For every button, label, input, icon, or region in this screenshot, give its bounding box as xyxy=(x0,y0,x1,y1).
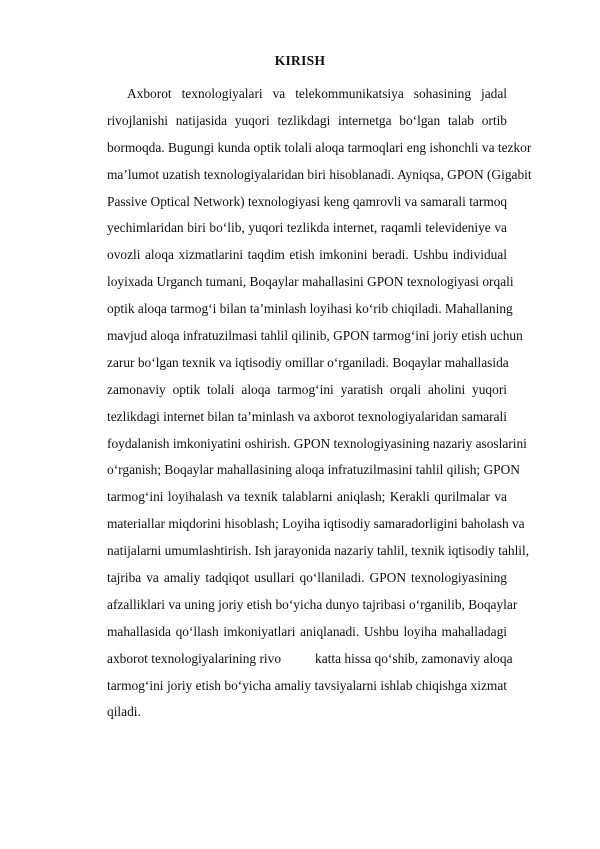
paragraph-fragment: axborot texnologiyalarining rivo xyxy=(107,650,282,666)
paragraph-line: ma’lumot uzatish texnologiyalaridan biri hisoblanadi. Ayniqsa, GPON (Gigabit xyxy=(107,166,532,182)
paragraph-line: Axborot texnologiyalari va telekommunikatsiya sohasining jadal xyxy=(127,86,507,101)
paragraph-line: natijalarni umumlashtirish. Ish jarayonida nazariy tahlil, texnik iqtisodiy tahlil, xyxy=(107,543,530,559)
paragraph-line: zamonaviy optik tolali aloqa tarmog‘ini yaratish orqali aholini yuqori xyxy=(107,381,507,397)
paragraph-line: tajriba va amaliy tadqiqot usullari qo‘llaniladi. GPON texnologiyasining xyxy=(107,570,507,586)
paragraph-line: Passive Optical Network) texnologiyasi keng qamrovli va samarali tarmoq xyxy=(107,193,508,209)
paragraph-line: rivojlanishi natijasida yuqori tezlikdagi internetga bo‘lgan talab ortib xyxy=(107,112,507,128)
paragraph-line: materiallar miqdorini hisoblash; Loyiha iqtisodiy samaradorligini baholash va xyxy=(107,516,525,532)
paragraph-line: mahallasida qo‘llash imkoniyatlari aniqlanadi. Ushbu loyiha mahalladagi xyxy=(107,623,507,639)
paragraph-line: tezlikdagi internet bilan ta’minlash va axborot texnologiyalaridan samarali xyxy=(107,408,507,424)
paragraph-line: tarmog‘ini joriy etish bo‘yicha amaliy tavsiyalarni ishlab chiqishga xizmat xyxy=(107,677,507,693)
paragraph-line: yechimlaridan biri bo‘lib, yuqori tezlikda internet, raqamli televideniye va xyxy=(107,220,507,236)
paragraph-line: loyixada Urganch tumani, Boqaylar mahallasini GPON texnologiyasi orqali xyxy=(107,274,514,290)
paragraph-line: qiladi. xyxy=(107,704,141,720)
paragraph-line: ovozli aloqa xizmatlarini taqdim etish imkonini beradi. Ushbu individual xyxy=(107,247,507,263)
paragraph-line: bormoqda. Bugungi kunda optik tolali aloqa tarmoqlari eng ishonchli va tezkor xyxy=(107,139,532,155)
paragraph-line: zarur bo‘lgan texnik va iqtisodiy omillar o‘rganiladi. Boqaylar mahallasida xyxy=(107,354,509,370)
paragraph-line: tarmog‘ini loyihalash va texnik talablarni aniqlash; Kerakli qurilmalar va xyxy=(107,489,507,505)
paragraph-line-split xyxy=(107,646,513,673)
paragraph-line: afzalliklari va uning joriy etish bo‘yicha dunyo tajribasi o‘rganilib, Boqaylar xyxy=(107,596,518,612)
paragraph-fragment: katta hissa qo‘shib, zamonaviy aloqa xyxy=(315,650,513,666)
paragraph-line: o‘rganish; Boqaylar mahallasining aloqa infratuzilmasini tahlil qilish; GPON xyxy=(107,462,520,478)
intro-paragraph xyxy=(107,81,532,726)
paragraph-line: mavjud aloqa infratuzilmasi tahlil qilinib, GPON tarmog‘ini joriy etish uchun xyxy=(107,328,523,344)
paragraph-line: optik aloqa tarmog‘i bilan ta’minlash loyihasi ko‘rib chiqiladi. Mahallaning xyxy=(107,301,513,317)
paragraph-line: foydalanish imkoniyatini oshirish. GPON texnologiyasining nazariy asoslarini xyxy=(107,435,527,451)
page-heading: KIRISH xyxy=(274,53,326,68)
